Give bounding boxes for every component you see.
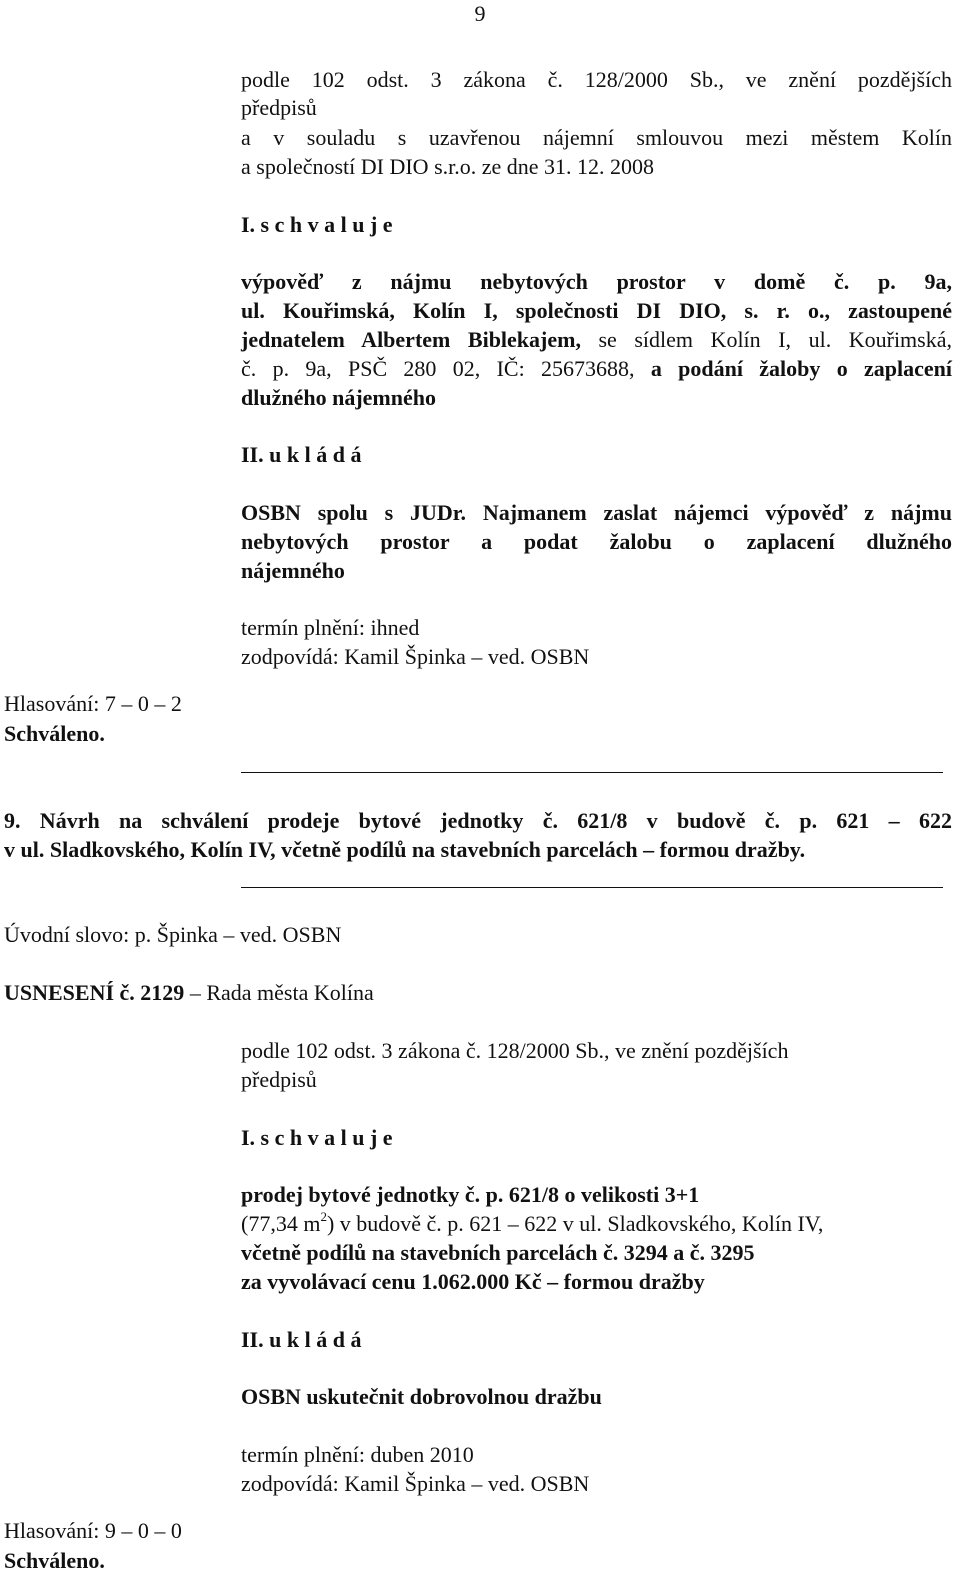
orders-text-line: nájemného [241,558,345,583]
area-value: (77,34 m [241,1211,321,1236]
orders-heading: II. u k l á d á [241,442,362,467]
orders-text-line: OSBN uskutečnit dobrovolnou dražbu [241,1384,602,1409]
area-unit-exponent: 2 [320,1208,327,1224]
resolution-heading [4,979,374,1007]
address-id: č. p. 9a, PSČ 280 02, IČ: 25673688, [241,356,635,381]
responsible-person: zodpovídá: Kamil Špinka – ved. OSBN [241,1471,590,1496]
resolution-number: USNESENÍ č. 2129 [4,980,185,1005]
intro-speaker: Úvodní slovo: p. Špinka – ved. OSBN [4,922,342,947]
approves-text-line: dlužného nájemného [241,385,436,410]
approves-heading: I. s c h v a l u j e [241,212,393,237]
vote-result: Hlasování: 7 – 0 – 2 [4,691,182,716]
approves-text-line [241,355,952,383]
orders-text-line: nebytových prostor a podat žalobu o zaplacení dlužného [241,529,952,554]
agenda-item-title: v ul. Sladkovského, Kolín IV, včetně podílů na stavebních parcelách – formou dražby. [4,837,806,862]
legal-basis-line: podle 102 odst. 3 zákona č. 128/2000 Sb., ve znění pozdějších [241,67,952,92]
representative-name: jednatelem Albertem Biblekajem, [241,327,581,352]
separator-line [241,772,943,773]
approves-text-line: včetně podílů na stavebních parcelách č. 3294 a č. 3295 [241,1240,755,1265]
legal-basis-line: podle 102 odst. 3 zákona č. 128/2000 Sb., ve znění pozdějších [241,1038,789,1063]
agenda-item-title: 9. Návrh na schválení prodeje bytové jednotky č. 621/8 v budově č. p. 621 – 622 [4,808,952,833]
page-number: 9 [474,1,486,26]
approves-text-line: výpověď z nájmu nebytových prostor v domě č. p. 9a, [241,269,952,294]
approves-text-line [241,1210,823,1238]
lawsuit-text: a podání žaloby o zaplacení [634,356,952,381]
contract-line: a v souladu s uzavřenou nájemní smlouvou mezi městem Kolín [241,125,952,150]
approves-text-line: za vyvolávací cenu 1.062.000 Kč – formou dražby [241,1269,705,1294]
deadline: termín plnění: ihned [241,615,420,640]
resolution-body: – Rada města Kolína [184,980,374,1005]
vote-result: Hlasování: 9 – 0 – 0 [4,1518,182,1543]
approves-heading: I. s c h v a l u j e [241,1125,393,1150]
orders-text-line: OSBN spolu s JUDr. Najmanem zaslat nájemci výpověď z nájmu [241,500,952,525]
approves-text-line: ul. Kouřimská, Kolín I, společnosti DI DIO, s. r. o., zastoupené [241,298,952,323]
registered-office: se sídlem Kolín I, ul. Kouřimská, [580,327,952,352]
legal-basis-line: předpisů [241,95,317,120]
deadline: termín plnění: duben 2010 [241,1442,474,1467]
approves-text-line [241,326,952,354]
building-address: ) v budově č. p. 621 – 622 v ul. Sladkovského, Kolín IV, [326,1211,824,1236]
contract-line: a společností DI DIO s.r.o. ze dne 31. 12. 2008 [241,154,655,179]
responsible-person: zodpovídá: Kamil Špinka – ved. OSBN [241,644,590,669]
approval-status: Schváleno. [4,1548,105,1573]
approves-text-line: prodej bytové jednotky č. p. 621/8 o velikosti 3+1 [241,1182,700,1207]
legal-basis-line: předpisů [241,1067,317,1092]
separator-line [241,887,943,888]
orders-heading: II. u k l á d á [241,1327,362,1352]
approval-status: Schváleno. [4,721,105,746]
